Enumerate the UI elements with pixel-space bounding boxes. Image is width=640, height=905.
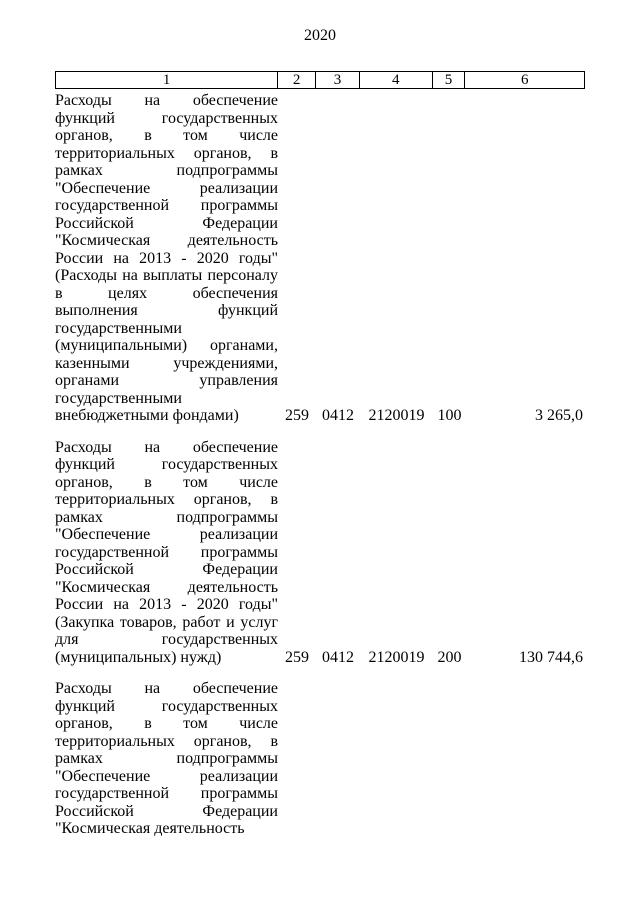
target-item-code-cell: 2120019 [368,407,425,424]
expense-type-code-cell: 100 [437,407,462,424]
table-header-col5: 5 [433,72,466,88]
expense-name-cell: Расходы на обеспечение функций государственных органов, в том числе территориальных органов, в рамках подпрограммы "Обеспечение реализации государственной программы Российской Федерации "Космическая деятельность России на 2013 - 2020 годы" (Расходы на выплаты персоналу в целях обеспечения выполнения функций государственными (муниципальными) органами, казенными учреждениями, органами управления государственными внебюджетными фондами) [55,92,278,424]
table-header-row [55,71,585,89]
table-row [55,680,585,838]
expense-name-cell: Расходы на обеспечение функций государственных органов, в том числе территориальных органов, в рамках подпрограммы "Обеспечение реализации государственной программы Российской Федерации "Космическая деятельность России на 2013 - 2020 годы" (Закупка товаров, работ и услуг для государственных (муниципальных) нужд) [55,438,278,666]
budget-table [55,71,585,838]
table-body [55,92,585,838]
expense-type-code-cell: 200 [437,648,462,666]
grbs-code-cell: 259 [285,648,309,666]
target-item-code-cell: 2120019 [368,648,425,666]
table-row [55,92,585,425]
amount-cell: 3 265,0 [535,407,583,424]
table-header-col3: 3 [316,72,360,88]
table-header-col6: 6 [520,71,529,88]
table-row [55,439,585,667]
table-header-col1: 1 [56,72,278,88]
amount-cell: 130 744,6 [519,648,583,666]
page-number: 2020 [304,27,336,44]
table-header-col4: 4 [360,72,433,88]
section-code-cell: 0412 [322,407,354,424]
expense-name-cell: Расходы на обеспечение функций государственных органов, в том числе территориальных органов, в рамках подпрограммы "Обеспечение реализации государственной программы Российской Федерации "Космическая деятельность [55,680,278,837]
grbs-code-cell: 259 [285,407,309,424]
section-code-cell: 0412 [322,648,354,666]
table-header-col2: 2 [278,72,316,88]
